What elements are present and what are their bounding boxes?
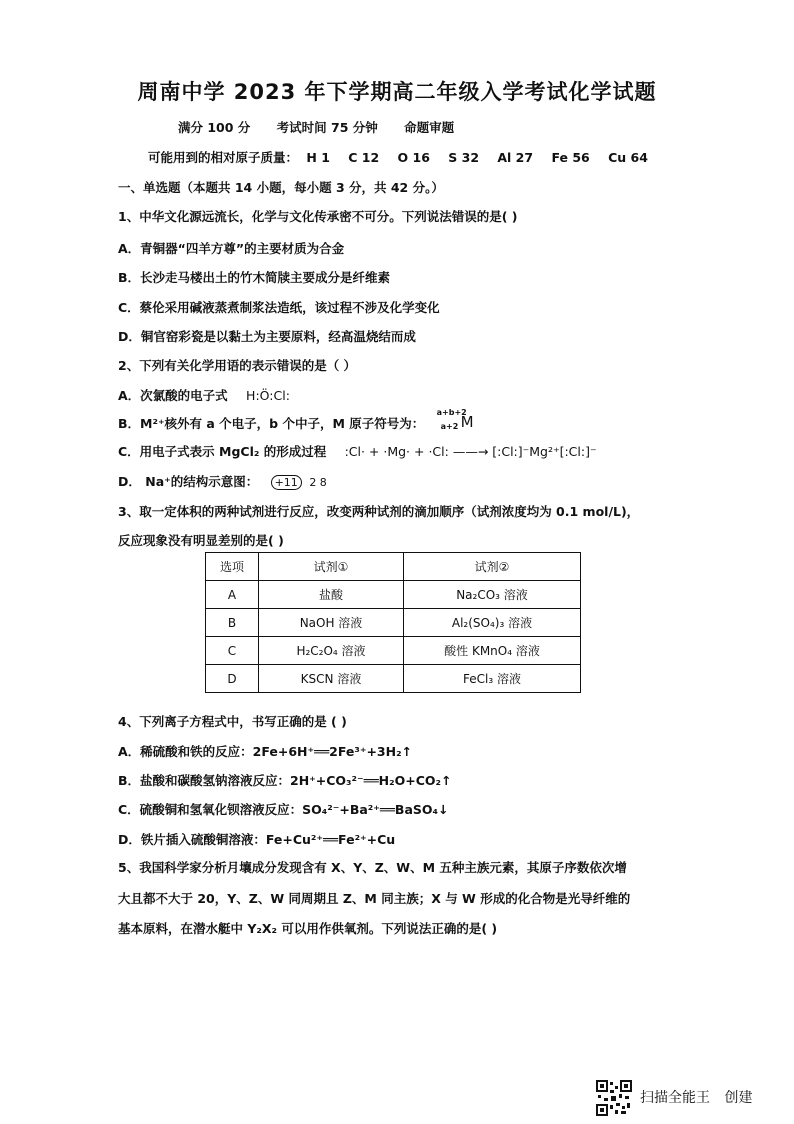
table-cell: H₂C₂O₄ 溶液 [259, 637, 404, 665]
exam-meta [178, 118, 476, 136]
element-symbol: M [460, 412, 474, 431]
table-header: 选项 [206, 553, 259, 581]
table-row [206, 637, 581, 665]
atomic-masses-label: 可能用到的相对原子质量： [148, 150, 299, 165]
option-text: B．M²⁺核外有 a 个电子，b 个中子，M 原子符号为： [118, 416, 425, 431]
question-4-stem: 4、下列离子方程式中，书写正确的是 ( ) [118, 714, 347, 729]
question-2-stem: 2、下列有关化学用语的表示错误的是（ ） [118, 358, 357, 373]
nucleus-circle: +11 [271, 475, 302, 490]
atomic-number: a+2 [440, 421, 459, 431]
question-1-option-c: C．蔡伦采用碱液蒸煮制浆法造纸，该过程不涉及化学变化 [118, 300, 440, 315]
nuclide-symbol [436, 407, 477, 433]
question-1-option-b: B．长沙走马楼出土的竹木简牍主要成分是纤维素 [118, 270, 391, 285]
table-cell: FeCl₃ 溶液 [404, 665, 581, 693]
question-4-option-d: D．铁片插入硫酸铜溶液：Fe+Cu²⁺══Fe²⁺+Cu [118, 832, 396, 847]
question-2-option-c [118, 442, 597, 460]
question-3-stem: 3、取一定体积的两种试剂进行反应，改变两种试剂的滴加顺序（试剂浓度均为 0.1 mol/L)， [118, 504, 640, 519]
table-cell: 酸性 KMnO₄ 溶液 [404, 637, 581, 665]
scanner-watermark [640, 1087, 762, 1107]
table-header: 试剂① [259, 553, 404, 581]
question-2-option-d [118, 472, 327, 490]
scanner-app-name: 扫描全能王 [640, 1090, 710, 1106]
reagent-table [205, 552, 581, 693]
table-cell: D [206, 665, 259, 693]
formation-formula: :Cl· + ·Mg· + ·Cl: ——→ [:Cl:]⁻Mg²⁺[:Cl:]⁻ [344, 444, 597, 459]
question-1-stem: 1、中华文化源远流长，化学与文化传承密不可分。下列说法错误的是( ) [118, 209, 518, 224]
question-3-stem-continued: 反应现象没有明显差别的是( ) [118, 533, 284, 548]
table-row [206, 665, 581, 693]
table-row [206, 609, 581, 637]
table-cell: 盐酸 [259, 581, 404, 609]
question-1-option-a: A．青铜器“四羊方尊”的主要材质为合金 [118, 241, 345, 256]
question-4-option-a: A．稀硫酸和铁的反应：2Fe+6H⁺══2Fe³⁺+3H₂↑ [118, 744, 413, 759]
question-2-option-b [118, 407, 477, 433]
mass-number: a+b+2 [436, 407, 467, 417]
table-cell: Na₂CO₃ 溶液 [404, 581, 581, 609]
full-score: 满分 100 分 [178, 120, 251, 135]
scanner-action: 创建 [724, 1090, 753, 1106]
electron-formula: H:Ö:Cl: [246, 388, 290, 403]
question-1-option-d: D．铜官窑彩瓷是以黏土为主要原料，经高温烧结而成 [118, 329, 416, 344]
table-cell: B [206, 609, 259, 637]
option-text: D． Na⁺的结构示意图： [118, 474, 259, 489]
exam-author: 命题审题 [404, 120, 455, 135]
exam-title: 周南中学 2023 年下学期高二年级入学考试化学试题 [137, 80, 657, 104]
atomic-mass: S 32 [448, 150, 480, 165]
question-5-line-2: 大且都不大于 20，Y、Z、W 同周期且 Z、M 同主族；X 与 W 形成的化合物是光导纤维的 [118, 891, 631, 906]
table-header-row [206, 553, 581, 581]
electron-shells: 2 8 [309, 476, 327, 489]
question-4-option-c: C．硫酸铜和氢氧化钡溶液反应：SO₄²⁻+Ba²⁺══BaSO₄↓ [118, 802, 449, 817]
atomic-mass: Fe 56 [551, 150, 590, 165]
ion-structure-diagram [271, 475, 327, 490]
atomic-mass: Al 27 [497, 150, 534, 165]
atomic-mass: O 16 [397, 150, 430, 165]
option-text: A．次氯酸的电子式 [118, 388, 228, 403]
question-2-option-a [118, 386, 290, 404]
question-5-line-1: 5、我国科学家分析月壤成分发现含有 X、Y、Z、W、M 五种主族元素，其原子序数依次增 [118, 860, 627, 875]
table-cell: Al₂(SO₄)₃ 溶液 [404, 609, 581, 637]
option-text: C．用电子式表示 MgCl₂ 的形成过程 [118, 444, 327, 459]
table-cell: NaOH 溶液 [259, 609, 404, 637]
table-cell: KSCN 溶液 [259, 665, 404, 693]
table-row [206, 581, 581, 609]
exam-time: 考试时间 75 分钟 [276, 120, 378, 135]
atomic-mass: C 12 [348, 150, 380, 165]
table-cell: C [206, 637, 259, 665]
atomic-masses [148, 148, 662, 166]
table-cell: A [206, 581, 259, 609]
question-4-option-b: B．盐酸和碳酸氢钠溶液反应：2H⁺+CO₃²⁻══H₂O+CO₂↑ [118, 773, 452, 788]
question-5-line-3: 基本原料，在潜水艇中 Y₂X₂ 可以用作供氧剂。下列说法正确的是( ) [118, 921, 498, 936]
section-heading: 一、单选题（本题共 14 小题，每小题 3 分，共 42 分。） [118, 180, 444, 195]
atomic-mass: Cu 64 [608, 150, 648, 165]
atomic-mass: H 1 [306, 150, 330, 165]
qr-code-icon [596, 1080, 632, 1116]
table-header: 试剂② [404, 553, 581, 581]
